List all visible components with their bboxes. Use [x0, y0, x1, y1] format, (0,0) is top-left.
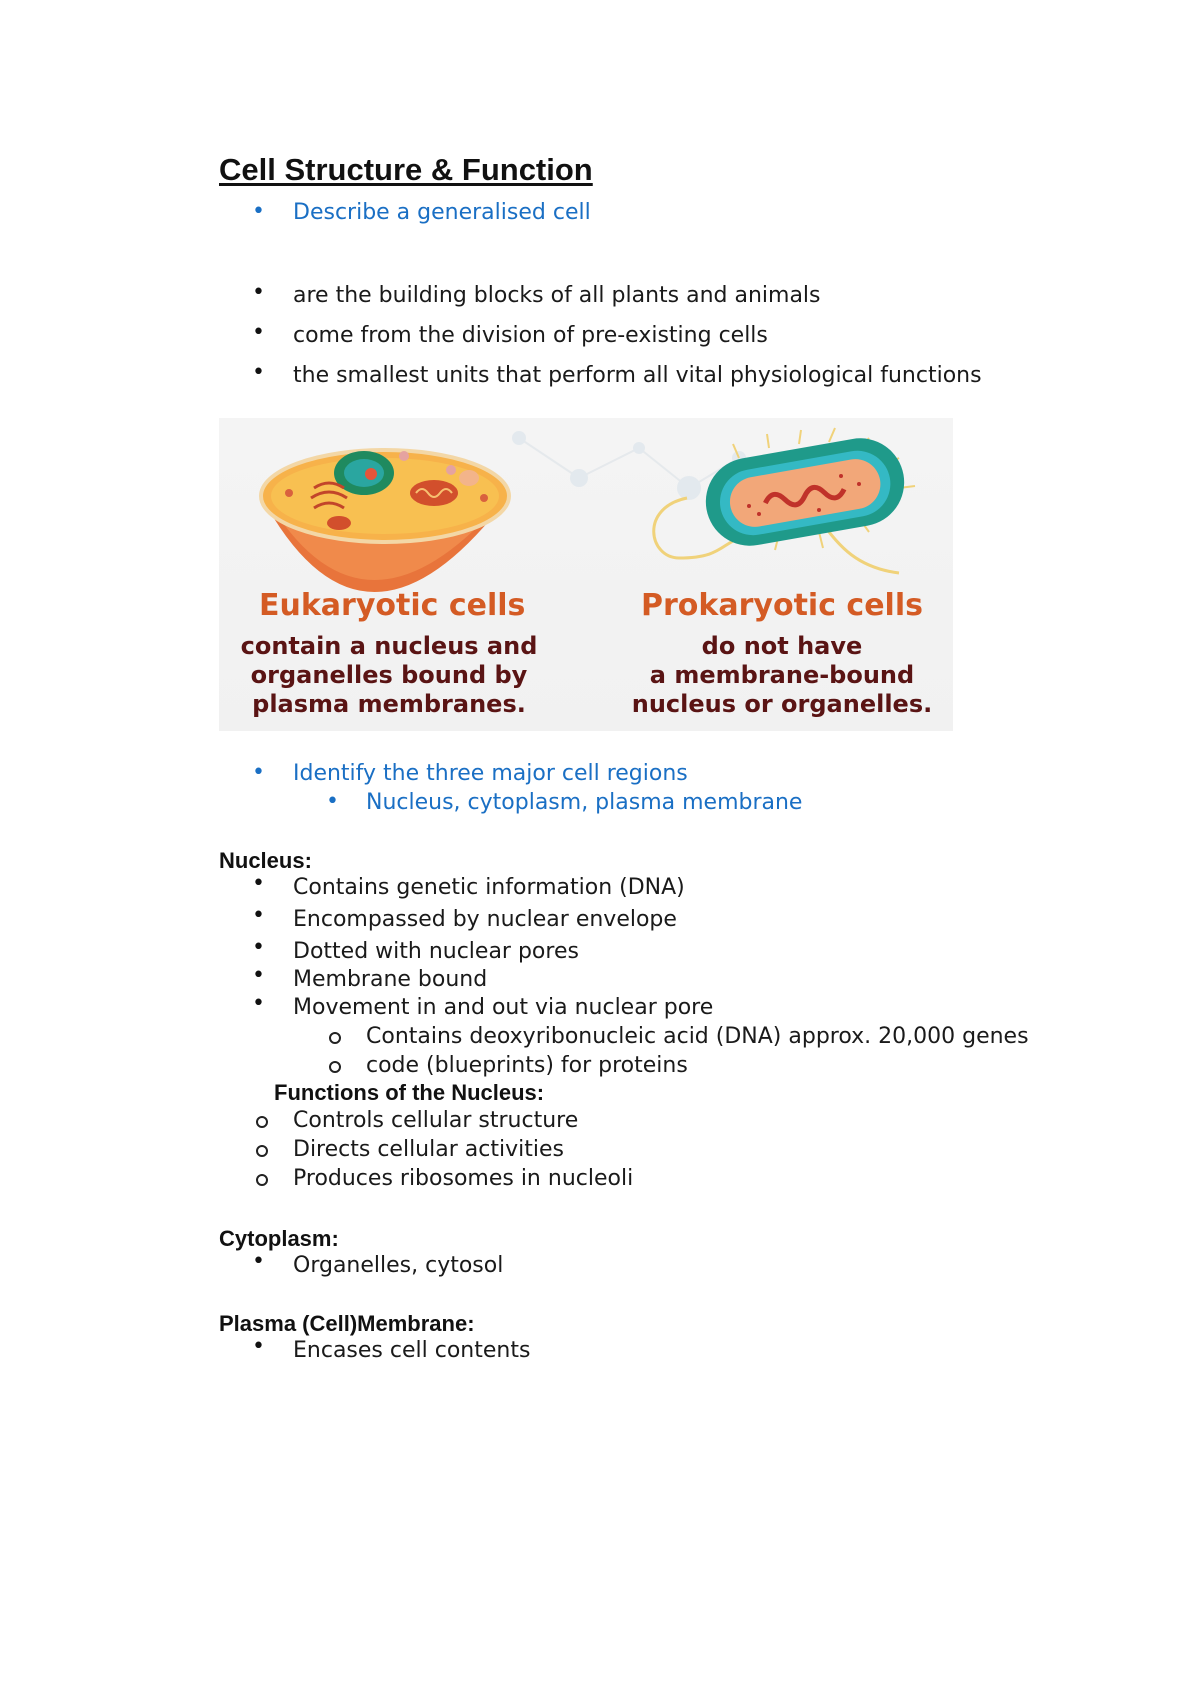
- prokaryotic-heading: Prokaryotic cells: [641, 588, 923, 623]
- page-title: Cell Structure & Function: [219, 152, 593, 187]
- bullet-icon: •: [252, 280, 265, 305]
- objective-three-regions: Identify the three major cell regions: [293, 761, 688, 786]
- bullet-icon: •: [252, 1249, 265, 1274]
- objective-describe-cell: Describe a generalised cell: [293, 200, 591, 225]
- list-item: Encases cell contents: [293, 1338, 531, 1363]
- cytoplasm-heading: Cytoplasm:: [219, 1226, 339, 1251]
- hollow-bullet-icon: [256, 1174, 268, 1186]
- bullet-icon: •: [252, 1334, 265, 1359]
- eukaryotic-text-line: plasma membranes.: [252, 690, 526, 718]
- bullet-icon: •: [252, 903, 265, 928]
- hollow-bullet-icon: [329, 1061, 341, 1073]
- prokaryotic-text-line: a membrane-bound: [649, 661, 915, 689]
- nucleus-heading: Nucleus:: [219, 848, 312, 873]
- list-item: Encompassed by nuclear envelope: [293, 907, 677, 932]
- list-item: Produces ribosomes in nucleoli: [293, 1166, 634, 1191]
- list-item: Organelles, cytosol: [293, 1253, 504, 1278]
- list-item: are the building blocks of all plants and animals: [293, 283, 821, 308]
- bullet-icon: •: [252, 360, 265, 385]
- nucleus-functions-heading: Functions of the Nucleus:: [274, 1080, 545, 1105]
- list-item: Contains genetic information (DNA): [293, 875, 685, 900]
- membrane-heading: Plasma (Cell)Membrane:: [219, 1311, 475, 1336]
- objective-regions-list: Nucleus, cytoplasm, plasma membrane: [366, 790, 803, 815]
- bullet-icon: •: [252, 963, 265, 988]
- hollow-bullet-icon: [256, 1145, 268, 1157]
- list-item: Movement in and out via nuclear pore: [293, 995, 714, 1020]
- eukaryotic-heading: Eukaryotic cells: [259, 588, 526, 623]
- bullet-icon: •: [252, 199, 265, 224]
- list-item: Controls cellular structure: [293, 1108, 579, 1133]
- hollow-bullet-icon: [329, 1032, 341, 1044]
- eukaryotic-text-line: organelles bound by: [250, 661, 528, 689]
- eukaryotic-cell-icon: [261, 450, 509, 592]
- bullet-icon: •: [252, 320, 265, 345]
- prokaryotic-text-line: nucleus or organelles.: [631, 690, 933, 718]
- sub-list-item: Contains deoxyribonucleic acid (DNA) approx. 20,000 genes: [366, 1024, 1029, 1049]
- bullet-icon: •: [252, 935, 265, 960]
- bullet-icon: •: [252, 871, 265, 896]
- prokaryotic-text-line: do not have: [701, 632, 863, 660]
- eukaryotic-text-line: contain a nucleus and: [240, 632, 538, 660]
- prokaryotic-cell-icon: [654, 428, 915, 573]
- hollow-bullet-icon: [256, 1116, 268, 1128]
- list-item: Dotted with nuclear pores: [293, 939, 579, 964]
- cell-types-figure: [219, 418, 953, 731]
- bullet-icon: •: [252, 760, 265, 785]
- bullet-icon: •: [252, 991, 265, 1016]
- list-item: the smallest units that perform all vital physiological functions: [293, 363, 982, 388]
- list-item: Membrane bound: [293, 967, 488, 992]
- list-item: Directs cellular activities: [293, 1137, 564, 1162]
- bullet-icon: •: [326, 789, 339, 814]
- sub-list-item: code (blueprints) for proteins: [366, 1053, 688, 1078]
- list-item: come from the division of pre-existing cells: [293, 323, 768, 348]
